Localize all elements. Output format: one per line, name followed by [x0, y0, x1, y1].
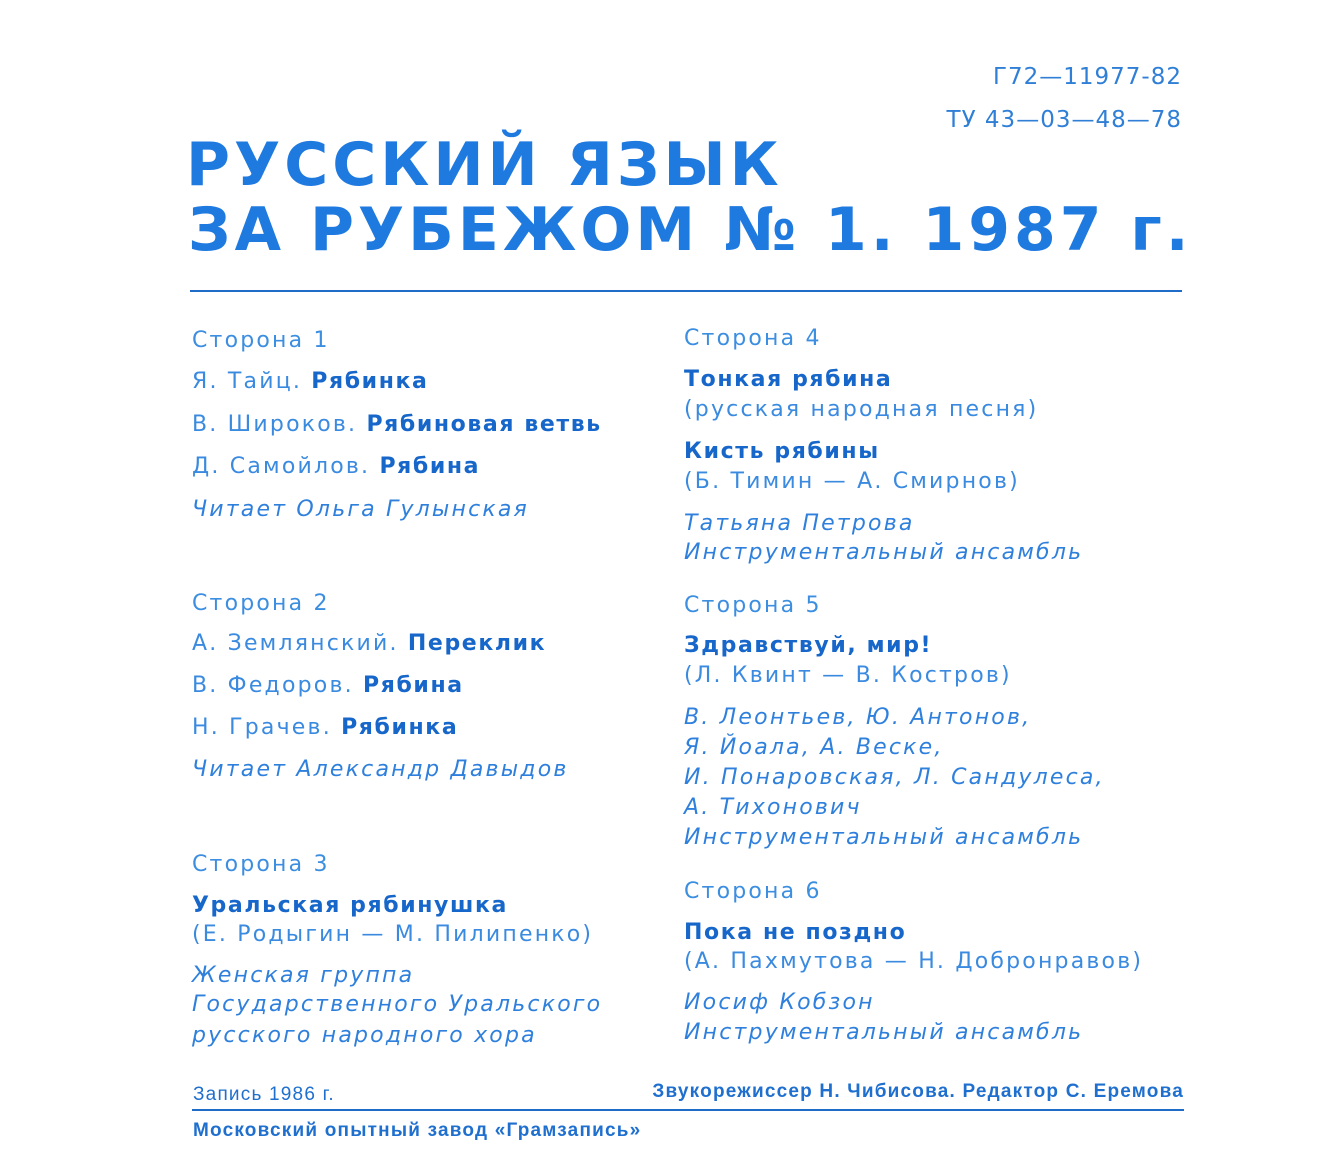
track-line: [192, 454, 480, 480]
performer-name: Инструментальный ансамбль: [684, 825, 1084, 850]
side-label: Сторона 3: [192, 852, 330, 877]
recording-year: Запись 1986 г.: [193, 1084, 335, 1105]
performer-name: Инструментальный ансамбль: [684, 1020, 1084, 1045]
performer-line: [684, 1020, 1083, 1046]
technical-spec-number: ТУ 43—03—48—78: [946, 107, 1182, 133]
track-title: Рябина: [379, 454, 481, 479]
performer-name: Я. Йоала, А. Веске,: [684, 735, 944, 760]
title-line-2: ЗА РУБЕЖОМ № 1. 1987 г.: [188, 195, 1193, 265]
track-title: Здравствуй, мир!: [684, 633, 933, 658]
manufacturer: Московский опытный завод «Грамзапись»: [193, 1120, 642, 1141]
performer-name: Государственного Уральского: [192, 992, 603, 1017]
performer-name: И. Понаровская, Л. Сандулеса,: [684, 765, 1105, 790]
performer-name: А. Тихонович: [684, 795, 862, 820]
performer-name: Читает Ольга Гулынская: [192, 497, 529, 522]
track-title: Тонкая рябина: [684, 367, 893, 392]
track-title: Рябина: [363, 673, 464, 698]
performer-name: Татьяна Петрова: [684, 511, 915, 536]
performer-name: Читает Александр Давыдов: [192, 757, 569, 782]
track-line: [192, 412, 602, 438]
track-author: Д. Самойлов.: [192, 454, 380, 479]
credit-line: [684, 949, 1143, 975]
track-line: [192, 369, 428, 395]
performer-line: [684, 765, 1105, 791]
header-divider: [190, 290, 1182, 292]
side-label: Сторона 2: [192, 591, 330, 616]
side-label: Сторона 1: [192, 328, 330, 353]
track-line: [684, 439, 880, 465]
performer-line: [192, 497, 529, 523]
track-line: [192, 893, 508, 919]
credit-line: [684, 397, 1038, 423]
track-author: Я. Тайц.: [192, 369, 312, 394]
track-author: В. Широков.: [192, 412, 367, 437]
performer-line: [684, 990, 875, 1016]
performer-name: Инструментальный ансамбль: [684, 540, 1084, 565]
track-line: [684, 633, 932, 659]
track-author: А. Землянский.: [192, 631, 408, 656]
performer-line: [684, 825, 1083, 851]
side-label: Сторона 6: [684, 879, 822, 904]
track-author: В. Федоров.: [192, 673, 364, 698]
performer-name: Иосиф Кобзон: [684, 990, 875, 1015]
track-line: [684, 920, 906, 946]
track-line: [192, 631, 546, 657]
catalog-number: Г72—11977-82: [992, 64, 1182, 90]
footer-divider: [192, 1109, 1184, 1111]
track-title: Переклик: [407, 631, 547, 656]
side-label: Сторона 5: [684, 593, 822, 618]
track-line: [684, 367, 892, 393]
performer-line: [192, 757, 569, 783]
performer-line: [192, 992, 602, 1018]
performer-line: [684, 705, 1031, 731]
production-credits: Звукорежиссер Н. Чибисова. Редактор С. Еремова: [652, 1081, 1184, 1102]
performer-line: [192, 1023, 537, 1049]
track-line: [192, 715, 458, 741]
track-title: Уральская рябинушка: [192, 893, 508, 918]
performer-line: [684, 735, 944, 761]
performer-name: Женская группа: [192, 963, 415, 988]
track-title: Пока не поздно: [684, 920, 907, 945]
performer-line: [684, 511, 915, 537]
track-title: Рябинка: [341, 715, 459, 740]
credit-line: [192, 922, 593, 948]
performer-name: В. Леонтьев, Ю. Антонов,: [684, 705, 1032, 730]
track-title: Рябинка: [311, 369, 429, 394]
track-credits: (А. Пахмутова — Н. Добронравов): [684, 949, 1144, 974]
credit-line: [684, 469, 1020, 495]
performer-line: [684, 795, 862, 821]
track-credits: (Е. Родыгин — М. Пилипенко): [192, 922, 594, 947]
credit-line: [684, 663, 1012, 689]
track-credits: (Л. Квинт — В. Костров): [684, 663, 1012, 688]
title-line-1: РУССКИЙ ЯЗЫК: [186, 130, 783, 200]
track-credits: (Б. Тимин — А. Смирнов): [684, 469, 1020, 494]
performer-line: [684, 540, 1083, 566]
track-title: Кисть рябины: [684, 439, 880, 464]
side-label: Сторона 4: [684, 326, 822, 351]
performer-line: [192, 963, 414, 989]
track-credits: (русская народная песня): [684, 397, 1039, 422]
track-author: Н. Грачев.: [192, 715, 342, 740]
track-title: Рябиновая ветвь: [366, 412, 602, 437]
track-line: [192, 673, 464, 699]
performer-name: русского народного хора: [192, 1023, 537, 1048]
